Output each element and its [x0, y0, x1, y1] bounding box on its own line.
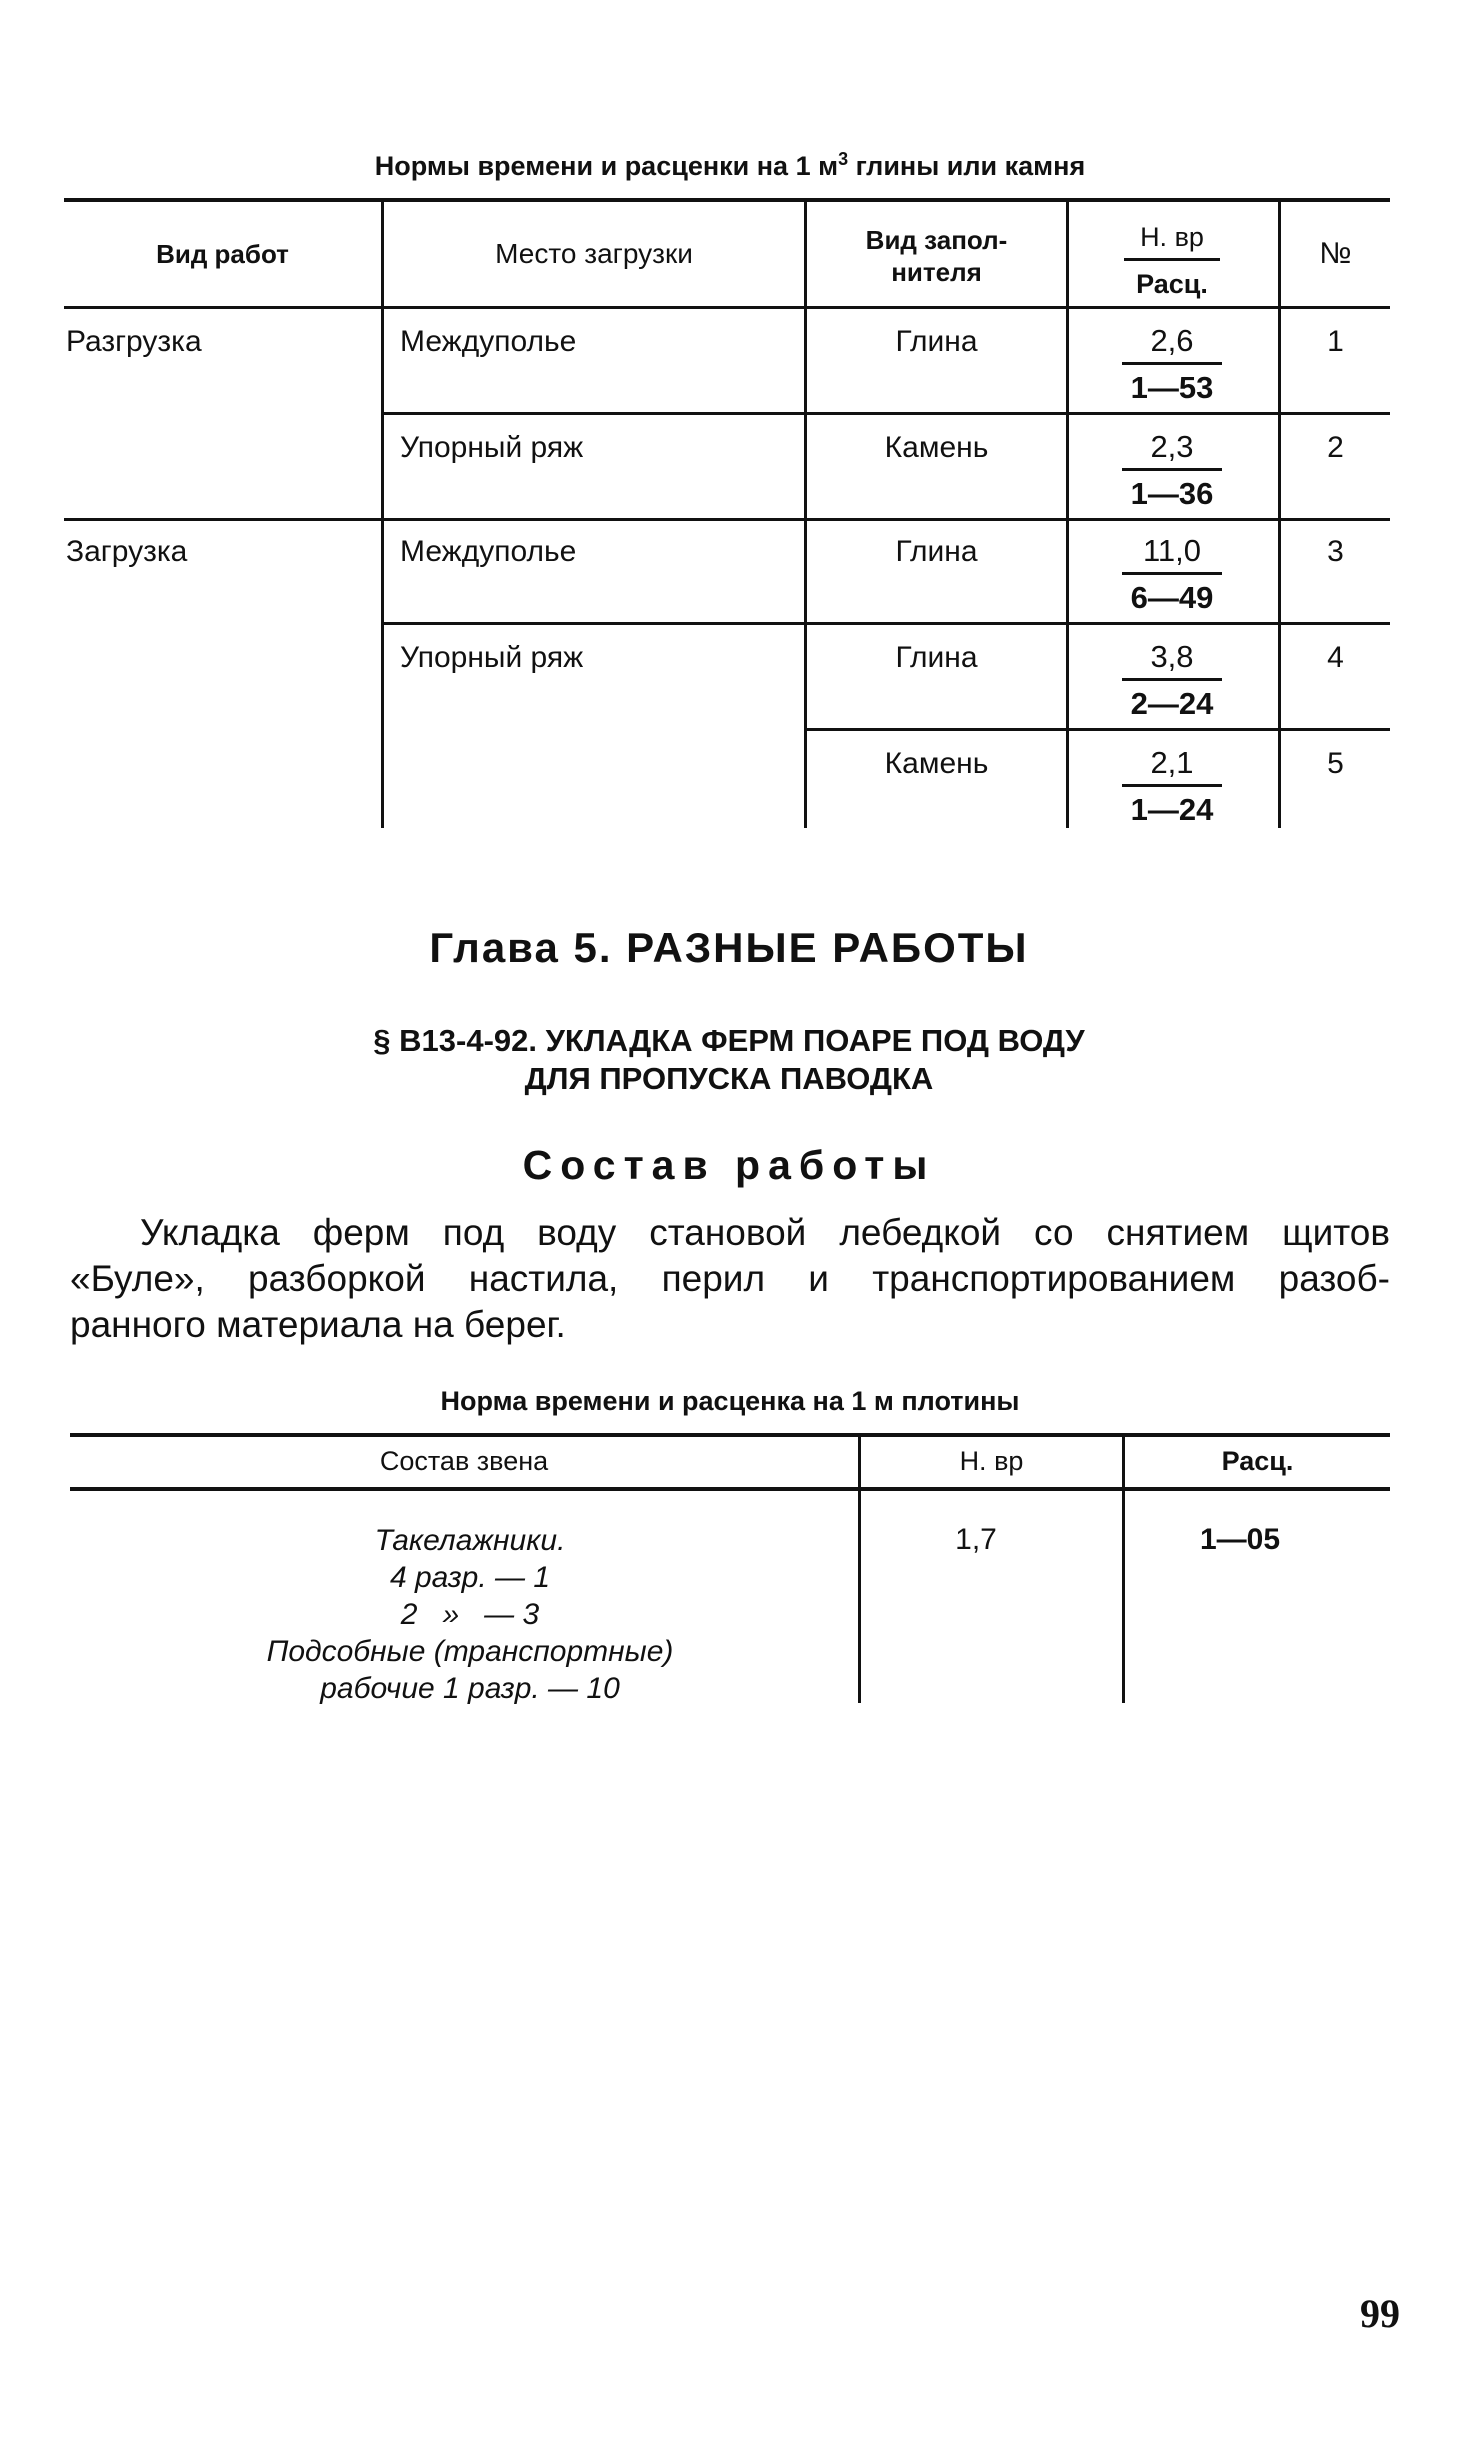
table1-row4-filler: Глина — [895, 641, 978, 674]
crew-line-grade1: рабочие 1 разр. — 10 — [320, 1672, 620, 1705]
table1-row3-norm: 11,0 — [1142, 533, 1202, 568]
table1-header-filler: Вид запол- нителя — [865, 225, 1008, 287]
table2-top-rule — [70, 1433, 1390, 1437]
table1-row5-norm: 2,1 — [1150, 745, 1194, 780]
table1-header-rate: Расц. — [1136, 269, 1208, 299]
composition-line-2: «Буле», разборкой настила, перил и транспортированием разоб- — [70, 1258, 1390, 1299]
composition-line-1: Укладка ферм под воду становой лебедкой со снятием щитов — [140, 1212, 1390, 1253]
crew-line-riggers: Такелажники. — [374, 1524, 566, 1557]
table1-header-norm: Н. вр — [1140, 222, 1204, 252]
table1-row2-place: Упорный ряж — [400, 431, 584, 464]
table2-header-crew: Состав звена — [379, 1446, 549, 1476]
table1-header-number: № — [1319, 237, 1352, 270]
table1-row5-number: 5 — [1327, 747, 1344, 780]
table2-crew-list — [220, 1522, 720, 1707]
table1-row5-filler: Камень — [884, 747, 989, 780]
table2-header-rule — [70, 1487, 1390, 1491]
table1-row1-rate: 1—53 — [1130, 370, 1214, 405]
table1-row5-rate: 1—24 — [1130, 792, 1214, 827]
table1-row4-rate: 2—24 — [1130, 686, 1214, 721]
table2-caption: Норма времени и расценка на 1 м плотины — [440, 1386, 1020, 1416]
table1-header-place: Место загрузки — [495, 238, 693, 269]
table1-group-unload: Разгрузка — [66, 325, 202, 358]
table1-header-work: Вид работ — [156, 239, 289, 269]
crew-line-helpers: Подсобные (транспортные) — [266, 1635, 674, 1668]
table1-row4-norm: 3,8 — [1150, 639, 1194, 674]
composition-heading: Состав работы — [522, 1142, 936, 1188]
table1-row2-norm: 2,3 — [1150, 429, 1194, 464]
table1-row4-number: 4 — [1327, 641, 1344, 674]
section-title-line2: ДЛЯ ПРОПУСКА ПАВОДКА — [524, 1061, 934, 1096]
table1-row3-filler: Глина — [895, 535, 978, 568]
composition-line-3: ранного материала на берег. — [70, 1304, 566, 1345]
table1-row4-place: Упорный ряж — [400, 641, 584, 674]
table1-row2-filler: Камень — [884, 431, 989, 464]
crew-line-grade4: 4 разр. — 1 — [389, 1561, 551, 1594]
table1-row1-filler: Глина — [895, 325, 978, 358]
table2-header-norm: Н. вр — [959, 1446, 1024, 1476]
table1-caption: Нормы времени и расценки на 1 $м^3$ глины или камня — [374, 149, 1086, 181]
table1-group-load: Загрузка — [66, 535, 188, 568]
section-title-line1: § В13-4-92. УКЛАДКА ФЕРМ ПОАРЕ ПОД ВОДУ — [373, 1023, 1085, 1058]
table1-row1-number: 1 — [1327, 325, 1344, 358]
table2-rate-value: 1—05 — [1199, 1523, 1281, 1556]
table1-row3-place: Междуполье — [400, 535, 577, 568]
table1-row1-norm: 2,6 — [1150, 323, 1194, 358]
chapter-title: Глава 5. РАЗНЫЕ РАБОТЫ — [429, 924, 1029, 971]
table1-row2-rate: 1—36 — [1130, 476, 1214, 511]
crew-line-grade2: 2 » — 3 — [400, 1598, 540, 1631]
page-number: 99 — [1360, 2291, 1400, 2336]
table2-header-rate: Расц. — [1221, 1446, 1294, 1476]
table1-row3-number: 3 — [1327, 535, 1344, 568]
table1-row2-number: 2 — [1327, 431, 1344, 464]
table1-row3-rate: 6—49 — [1130, 580, 1214, 615]
table1-row1-place: Междуполье — [400, 325, 577, 358]
table2-norm-value: 1,7 — [955, 1523, 997, 1556]
